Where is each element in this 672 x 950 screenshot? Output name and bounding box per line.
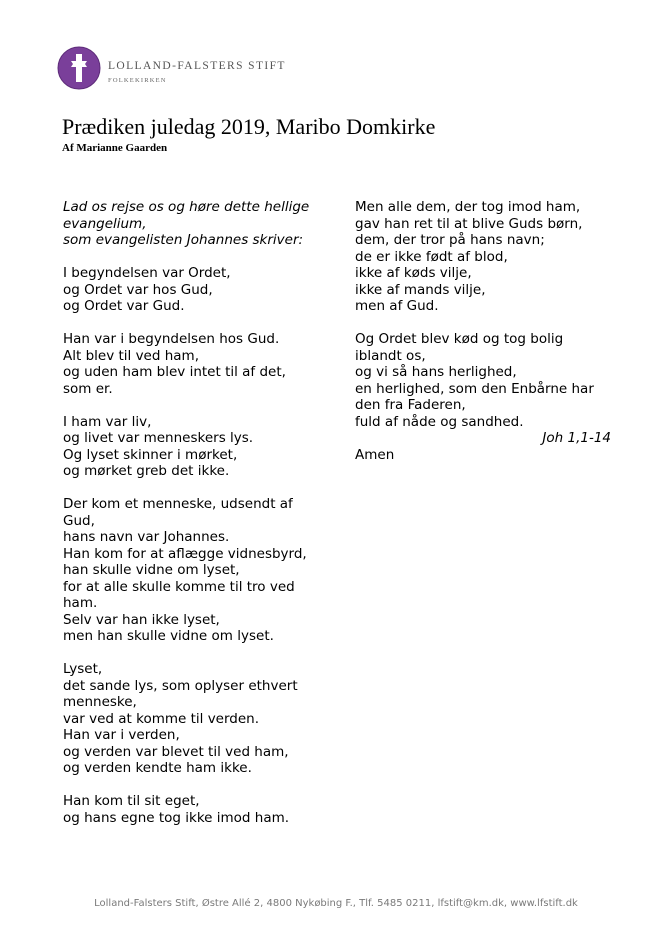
text-line: Og lyset skinner i mørket, <box>63 446 238 463</box>
text-line: hans navn var Johannes. <box>63 529 230 545</box>
text-line: og verden var blevet til ved ham, <box>63 743 289 760</box>
closing-amen: Amen <box>355 446 395 463</box>
text-line: som evangelisten Johannes skriver: <box>63 232 304 248</box>
paragraph-gap <box>63 397 333 414</box>
text-line: gav han ret til at blive Guds børn, <box>355 215 583 232</box>
text-line: for at alle skulle komme til tro ved <box>63 578 295 595</box>
text-line: og verden kendte ham ikke. <box>63 760 252 776</box>
cross-emblem-icon <box>57 46 101 90</box>
text-line: og livet var menneskers lys. <box>63 430 254 446</box>
text-line: og uden ham blev intet til af det, <box>63 364 286 380</box>
text-line: Han kom til sit eget, <box>63 793 200 809</box>
text-line: Lyset, <box>63 661 103 677</box>
text-line: ikke af mands vilje, <box>355 281 486 298</box>
text-line: ham. <box>63 595 98 611</box>
scripture-reference: Joh 1,1-14 <box>542 430 611 446</box>
org-name: LOLLAND-FALSTERS STIFT <box>108 60 286 72</box>
document-byline: Af Marianne Gaarden <box>62 142 168 154</box>
text-line: og vi så hans herlighed, <box>355 364 517 380</box>
text-line: det sande lys, som oplyser ethvert <box>63 677 298 694</box>
text-line: iblandt os, <box>355 347 426 364</box>
footer-contact: Lolland-Falsters Stift, Østre Allé 2, 4800 Nykøbing F., Tlf. 5485 0211, lfstift@km.dk, www.lfstift.dk <box>94 898 578 909</box>
text-line: dem, der tror på hans navn; <box>355 232 545 248</box>
paragraph-gap <box>63 645 333 662</box>
paragraph-gap <box>355 315 617 332</box>
paragraph-gap <box>63 315 333 332</box>
text-line: men af Gud. <box>355 298 439 314</box>
text-line: Men alle dem, der tog imod ham, <box>355 199 581 215</box>
text-line: Han kom for at aflægge vidnesbyrd, <box>63 545 307 562</box>
text-line: og mørket greb det ikke. <box>63 463 230 479</box>
text-line: Der kom et menneske, udsendt af <box>63 496 293 512</box>
org-subtitle: FOLKEKIRKEN <box>108 77 167 84</box>
right-text-column <box>355 199 617 463</box>
text-line: Og Ordet blev kød og tog bolig <box>355 331 564 347</box>
text-line: Lad os rejse os og høre dette hellige <box>63 199 310 215</box>
paragraph-gap <box>63 777 333 794</box>
text-line: den fra Faderen, <box>355 397 466 413</box>
text-line: var ved at komme til verden. <box>63 710 260 727</box>
text-line: og Ordet var hos Gud, <box>63 281 213 298</box>
text-line: og Ordet var Gud. <box>63 298 185 314</box>
text-line: evangelium, <box>63 215 147 232</box>
paragraph-gap <box>63 480 333 497</box>
text-line: Gud, <box>63 512 95 529</box>
text-line: I ham var liv, <box>63 413 152 430</box>
text-line: en herlighed, som den Enbårne har <box>355 380 594 397</box>
text-line: Han var i begyndelsen hos Gud. <box>63 331 280 347</box>
text-line: ikke af køds vilje, <box>355 265 472 281</box>
text-line: menneske, <box>63 694 137 710</box>
text-line: Selv var han ikke lyset, <box>63 611 220 628</box>
text-line: Alt blev til ved ham, <box>63 347 199 364</box>
text-line: fuld af nåde og sandhed. <box>355 413 524 430</box>
document-title: Prædiken juledag 2019, Maribo Domkirke <box>62 114 436 139</box>
text-line: I begyndelsen var Ordet, <box>63 265 231 281</box>
paragraph-gap <box>63 249 333 266</box>
text-line: men han skulle vidne om lyset. <box>63 628 274 644</box>
text-line: Han var i verden, <box>63 727 180 743</box>
text-line: han skulle vidne om lyset, <box>63 562 240 578</box>
text-line: og hans egne tog ikke imod ham. <box>63 809 290 826</box>
text-line: som er. <box>63 380 113 397</box>
left-text-column <box>63 199 333 826</box>
text-line: de er ikke født af blod, <box>355 248 508 265</box>
